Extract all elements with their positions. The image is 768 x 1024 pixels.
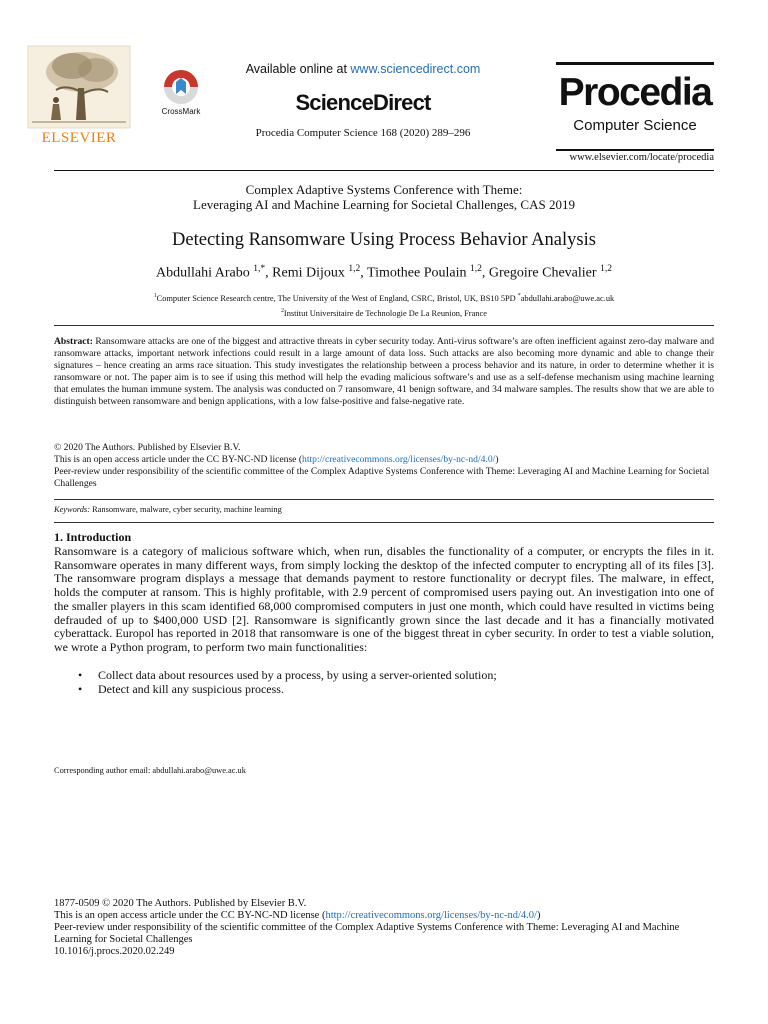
bullet-icon: • (78, 668, 83, 682)
corresponding-author-footnote: Corresponding author email: abdullahi.arabo@uwe.ac.uk (54, 766, 246, 775)
introduction-body: Ransomware is a category of malicious software which, when run, disables the functionality of a computer, or encrypts the files in it. Ransomware operates in many different ways, from simply locking the desktop of the infected computer to encrypting all of its files [3]. The ransomware program displays a message that demands payment to restore functionality or decrypt files. The malware, in effect, holds the computer at ransom. This is highly profitable, with 2.9 percent of compromised users paying out. An investigation into one of the smaller players in this scam identified 68,000 compromised computers in just one month, which could have resulted in victims being defrauded of up to $400,000 USD [2]. Ransomware is significantly grown since the last decade and it has a financially motivated cyberattack. Europol has reported in 2018 that ransomware is one of the biggest threat in cyber security. In order to test a viable solution, we wrote a Python program, to perform two main functionalities: (54, 544, 714, 654)
footer-license-suffix: ) (536, 910, 541, 921)
procedia-logo (556, 62, 714, 151)
author-affiliation-mark: 1,2 (469, 264, 482, 274)
copyright-block (54, 442, 714, 490)
abstract-top-rule (54, 325, 714, 326)
doi[interactable]: 10.1016/j.procs.2020.02.249 (54, 946, 175, 957)
author-list (54, 264, 714, 282)
procedia-subtitle: Computer Science (573, 117, 697, 134)
conference-info (54, 182, 714, 212)
available-prefix: Available online at (245, 62, 351, 76)
keywords (54, 505, 714, 514)
abstract-text: Ransomware attacks are one of the biggest and attractive threats in cyber security today. Anti-virus software’s are often inefficient against zero-day malware and ransomware attacks, important network infections could result in a large amount of data loss. Such attacks are also becoming more dynamic and able to change their signatures – hence creating an arms race situation. This study investigates the relationship between a process behavior and its nature, in order to determine whether it is ransomware or not. The paper aim is to see if using this method will help the evading malicious software’s and use as a self-defense mechanism using machine learning that emulates the human immune system. The analysis was conducted on 7 ransomware, 41 benign software, and 34 malware samples. The results show that we are able to distinguish between ransomware and benign applications, with a low false-positive and false-negative rate. (54, 336, 714, 407)
keywords-top-rule (54, 499, 714, 500)
keywords-text: Ransomware, malware, cyber security, machine learning (89, 505, 282, 514)
crossmark-badge[interactable] (158, 68, 204, 120)
author-name: Timothee Poulain (367, 265, 470, 281)
affiliation-2: $^2$Institut Universitaire de Technologie De La Reunion, France (281, 307, 487, 318)
issn-line: 1877-0509 © 2020 The Authors. Published by Elsevier B.V. (54, 898, 307, 909)
affiliation-1: $^1$Computer Science Research centre, The University of the West of England, CSRC, Bristol, UK, BS10 5PD *abdullahi.arabo@uwe.ac.uk (153, 293, 615, 303)
functionality-list (78, 668, 678, 696)
affiliations (54, 290, 714, 320)
footer-peer-review: Peer-review under responsibility of the scientific committee of the Complex Adaptive Systems Conference with Theme: Leveraging AI and Machine Learning for Societal Challenges (54, 922, 680, 945)
elsevier-logo (26, 44, 132, 148)
footer-license-prefix: This is an open access article under the CC BY-NC-ND license ( (54, 910, 326, 921)
publisher-name: ELSEVIER (41, 130, 117, 146)
list-item (78, 668, 678, 682)
list-item-text: Collect data about resources used by a process, by using a server-oriented solution; (98, 668, 497, 682)
crossmark-icon (158, 68, 204, 106)
author-affiliation-mark: 1,2 (600, 264, 612, 274)
keywords-bottom-rule (54, 522, 714, 523)
license-suffix: ) (495, 454, 499, 465)
journal-url[interactable]: www.elsevier.com/locate/procedia (569, 152, 714, 163)
footer-license-link[interactable]: http://creativecommons.org/licenses/by-nc-nd/4.0/ (325, 910, 537, 921)
list-item-text: Detect and kill any suspicious process. (98, 682, 284, 696)
author-name: Abdullahi Arabo (156, 265, 254, 281)
author-separator: , (265, 265, 273, 281)
page-footer (54, 898, 714, 958)
author-affiliation-mark: 1,2 (348, 264, 361, 274)
procedia-title: Procedia (558, 71, 712, 114)
affiliation-email: abdullahi.arabo@uwe.ac.uk (520, 293, 615, 303)
sciencedirect-wordmark: ScienceDirect (295, 90, 431, 115)
license-prefix: This is an open access article under the CC BY-NC-ND license ( (54, 454, 303, 465)
conference-line-2: Leveraging AI and Machine Learning for Societal Challenges, CAS 2019 (193, 197, 575, 212)
keywords-label: Keywords: (54, 505, 90, 514)
abstract-label: Abstract: (54, 336, 93, 347)
license-line (54, 454, 714, 466)
footer-license-line (54, 910, 714, 922)
abstract (54, 336, 714, 408)
affiliation-2-text: Institut Universitaire de Technologie De La Reunion, France (283, 308, 487, 318)
copyright-line: © 2020 The Authors. Published by Elsevier B.V. (54, 442, 241, 453)
license-link[interactable]: http://creativecommons.org/licenses/by-nc-nd/4.0/ (302, 454, 496, 465)
author-separator: , (360, 265, 368, 281)
available-online (222, 62, 504, 76)
list-item (78, 682, 678, 696)
author-separator: , (481, 265, 489, 281)
header-divider (54, 170, 714, 171)
peer-review-line: Peer-review under responsibility of the scientific committee of the Complex Adaptive Systems Conference with Theme: Leveraging AI and Machine Learning for Societal Challenges (54, 466, 710, 489)
author-name: Gregoire Chevalier (488, 265, 601, 281)
crossmark-label: CrossMark (161, 107, 201, 116)
conference-line-1: Complex Adaptive Systems Conference with Theme: (245, 182, 523, 197)
author-affiliation-mark: 1,* (253, 264, 266, 274)
bullet-icon: • (78, 682, 83, 696)
affiliation-1-text: Computer Science Research centre, The University of the West of England, CSRC, Bristol, UK, BS10 5PD (156, 293, 516, 303)
author-name: Remi Dijoux (272, 265, 349, 281)
journal-citation: Procedia Computer Science 168 (2020) 289–296 (255, 127, 471, 139)
paper-title: Detecting Ransomware Using Process Behavior Analysis (172, 230, 596, 250)
section-heading: 1. Introduction (54, 530, 132, 544)
sciencedirect-link[interactable]: www.sciencedirect.com (350, 62, 481, 76)
